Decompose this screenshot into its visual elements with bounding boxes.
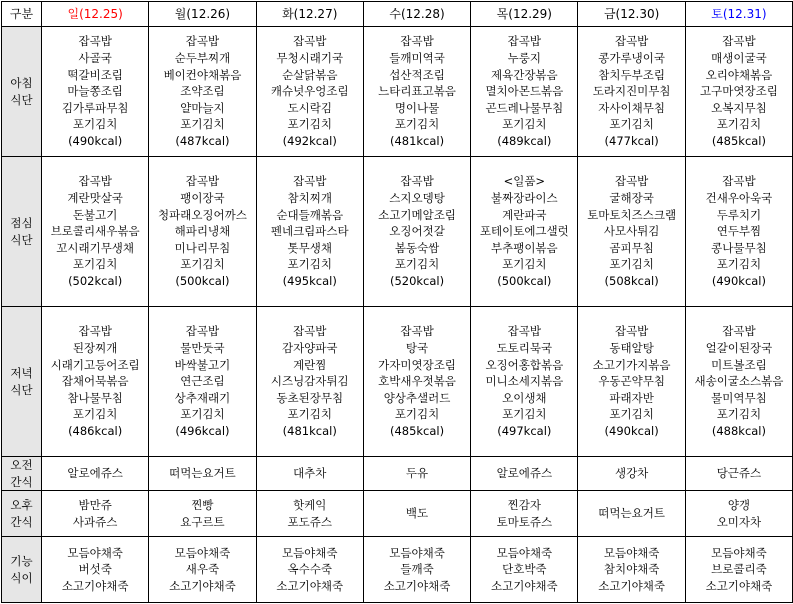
menu-item: 콩가루냉이국	[598, 51, 665, 66]
menu-item: 포기김치	[180, 407, 225, 422]
menu-item: 소고기야채죽	[383, 578, 451, 593]
menu-item: 대추차	[293, 466, 327, 481]
menu-item: 포기김치	[609, 407, 654, 422]
menu-item: 참치두부조림	[598, 67, 665, 82]
menu-cell	[471, 27, 578, 157]
menu-item: 계란찜	[293, 357, 327, 372]
menu-item: 동태알탕	[609, 341, 654, 356]
menu-cell	[578, 307, 685, 457]
menu-item: (477kcal)	[604, 133, 659, 148]
menu-item: 포기김치	[716, 257, 762, 272]
row-label	[2, 27, 42, 157]
menu-item: 오징어젓갈	[389, 224, 445, 239]
menu-item: (488kcal)	[711, 423, 766, 438]
menu-item: 미트볼조림	[711, 357, 767, 372]
menu-item: 포기김치	[72, 117, 118, 132]
meal-rows	[2, 27, 793, 603]
menu-item: (485kcal)	[389, 423, 445, 438]
menu-item: 감자양파국	[281, 341, 338, 356]
menu-item: 포기김치	[609, 117, 654, 132]
menu-item: 참나물무침	[67, 390, 123, 405]
menu-cell	[256, 27, 363, 157]
menu-item: 잡곡밥	[293, 324, 327, 339]
menu-item: 떠먹는요거트	[598, 506, 665, 521]
menu-cell	[42, 27, 149, 157]
meal-row-functional	[2, 537, 793, 603]
menu-item: 봄동숙쌈	[394, 240, 440, 255]
menu-cell	[149, 491, 256, 537]
row-label	[2, 491, 42, 537]
menu-item: 백도	[405, 506, 429, 521]
menu-item: (481kcal)	[389, 133, 445, 148]
menu-item: (487kcal)	[175, 133, 230, 148]
menu-item: 포기김치	[287, 407, 332, 422]
menu-item: 미니소세지볶음	[485, 374, 564, 389]
menu-item: 잡곡밥	[722, 324, 756, 339]
menu-item: 탕국	[405, 341, 429, 356]
meal-row-dinner	[2, 307, 793, 457]
menu-item: 잡곡밥	[78, 324, 112, 339]
menu-item: (490kcal)	[604, 423, 659, 438]
menu-item: 포기김치	[180, 257, 225, 272]
row-label-text: 아침	[10, 75, 33, 90]
menu-item: (490kcal)	[711, 273, 766, 288]
menu-item: 요구르트	[180, 514, 225, 529]
menu-item: (500kcal)	[175, 273, 230, 288]
row-label	[2, 157, 42, 307]
menu-item: (502kcal)	[68, 273, 123, 288]
header-row	[2, 2, 793, 27]
row-label-text: 식단	[10, 382, 33, 397]
menu-item: 건새우아욱국	[705, 191, 773, 206]
menu-item: 도토리묵국	[496, 341, 553, 356]
menu-cell	[42, 457, 149, 491]
menu-item: 잡곡밥	[185, 174, 220, 189]
menu-cell	[578, 491, 685, 537]
menu-item: 소고기메알조림	[378, 207, 456, 222]
row-label-text: 간식	[10, 474, 33, 489]
menu-item: 들깨죽	[400, 562, 434, 577]
menu-item: 오징어홍합볶음	[485, 357, 564, 372]
menu-item: 순살닭볶음	[281, 67, 338, 82]
menu-item: 부추팽이볶음	[491, 240, 558, 255]
menu-cell	[149, 537, 256, 603]
menu-item: 포기김치	[394, 117, 440, 132]
row-label-text: 오전	[10, 458, 33, 472]
menu-item: 누룽지	[507, 51, 541, 66]
menu-item: 포테이토에그샐럿	[479, 224, 569, 239]
menu-item: 포기김치	[502, 407, 547, 422]
menu-cell	[685, 157, 792, 307]
menu-item: 돈불고기	[72, 207, 118, 222]
menu-item: 느타리표고볶음	[378, 84, 456, 99]
menu-cell	[685, 27, 792, 157]
menu-cell	[363, 157, 470, 307]
menu-item: 포기김치	[502, 117, 547, 132]
day-header: 화(12.27)	[256, 2, 363, 27]
menu-cell	[471, 491, 578, 537]
menu-cell	[471, 307, 578, 457]
menu-item: 두유	[405, 466, 429, 481]
menu-item: 순대들깨볶음	[276, 207, 344, 222]
menu-item: 새송이굴소스볶음	[694, 374, 784, 389]
menu-cell	[471, 157, 578, 307]
menu-item: (490kcal)	[68, 133, 123, 148]
menu-cell	[471, 457, 578, 491]
menu-item: 모듬야채죽	[711, 545, 767, 560]
menu-item: 잡곡밥	[614, 34, 649, 49]
menu-cell	[149, 457, 256, 491]
menu-item: 잡곡밥	[400, 174, 434, 189]
menu-item: 사과쥬스	[72, 514, 118, 529]
day-header: 일(12.25)	[42, 2, 149, 27]
menu-cell	[256, 537, 363, 603]
menu-item: 우동곤약무침	[598, 374, 665, 389]
menu-item: 브로콜리새우볶음	[50, 224, 140, 239]
menu-item: 포기김치	[287, 117, 332, 132]
menu-item: 잡곡밥	[507, 324, 541, 339]
menu-item: (492kcal)	[282, 133, 337, 148]
menu-item: 멸치아몬드볶음	[485, 84, 564, 99]
weekly-meal-table	[1, 1, 793, 603]
menu-item: 캐슈넛우엉조림	[270, 84, 349, 99]
menu-cell	[256, 457, 363, 491]
menu-item: 포기김치	[180, 117, 225, 132]
menu-item: 얄마늘지	[180, 100, 225, 115]
menu-item: (486kcal)	[68, 423, 123, 438]
menu-cell	[363, 27, 470, 157]
row-label-text: 점심	[10, 215, 33, 230]
menu-item: 연두부찜	[716, 224, 762, 239]
menu-item: 동초된장무침	[276, 390, 344, 405]
menu-item: 얼갈이된장국	[705, 341, 773, 356]
menu-item: 떡갈비조림	[67, 67, 123, 82]
row-label-text: 간식	[10, 514, 33, 529]
menu-cell	[578, 457, 685, 491]
menu-item: 참치야채죽	[603, 562, 660, 577]
menu-item: 마늘쫑조림	[67, 84, 123, 99]
day-header: 월(12.26)	[149, 2, 256, 27]
menu-item: 펜네크림파스타	[270, 224, 349, 239]
menu-item: 섭산적조림	[389, 67, 445, 82]
menu-cell	[42, 537, 149, 603]
menu-item: (497kcal)	[497, 423, 552, 438]
menu-cell	[256, 491, 363, 537]
menu-cell	[578, 27, 685, 157]
menu-item: 된장찌개	[72, 341, 118, 356]
menu-item: 모듬야채죽	[67, 545, 123, 560]
menu-item: 물만둣국	[180, 341, 225, 356]
menu-cell	[363, 457, 470, 491]
menu-item: 계란파국	[502, 207, 547, 222]
row-label	[2, 307, 42, 457]
menu-item: 토마토쥬스	[496, 514, 553, 529]
menu-item: 두루치기	[716, 207, 762, 222]
menu-item: 연근조림	[180, 374, 225, 389]
menu-item: 포기김치	[394, 407, 440, 422]
menu-item: 생강차	[614, 466, 649, 481]
menu-item: 곰피무침	[609, 240, 654, 255]
menu-item: 오미자차	[716, 514, 762, 529]
menu-item: 사골국	[78, 51, 112, 66]
menu-item: 김가루파무침	[61, 100, 129, 115]
meal-row-pm_snack	[2, 491, 793, 537]
menu-item: 잡곡밥	[722, 34, 756, 49]
row-label-text: 기능	[10, 554, 33, 569]
menu-item: 양상추샐러드	[383, 390, 451, 405]
menu-cell	[256, 157, 363, 307]
menu-item: 잡곡밥	[293, 174, 327, 189]
meal-row-lunch	[2, 157, 793, 307]
menu-item: 오이생채	[502, 390, 547, 405]
menu-item: 베이컨야채볶음	[163, 67, 242, 82]
menu-cell	[685, 457, 792, 491]
menu-cell	[256, 307, 363, 457]
menu-item: 포기김치	[716, 117, 762, 132]
menu-item: 양갱	[727, 498, 751, 513]
menu-cell	[42, 157, 149, 307]
day-header: 토(12.31)	[685, 2, 792, 27]
menu-item: 모듬야채죽	[389, 545, 445, 560]
meal-row-breakfast	[2, 27, 793, 157]
menu-item: 사모사튀김	[603, 224, 660, 239]
menu-cell	[149, 27, 256, 157]
menu-item: 소고기야채죽	[598, 578, 665, 593]
menu-item: 바싹불고기	[174, 357, 231, 372]
menu-item: 미나리무침	[174, 240, 231, 255]
menu-item: 잡곡밥	[78, 34, 112, 49]
menu-item: 꼬시래기무생채	[56, 240, 135, 255]
menu-item: 새우죽	[185, 562, 220, 577]
menu-item: <일품>	[503, 174, 546, 189]
menu-item: 고구마엿장조림	[700, 84, 778, 99]
menu-item: 시래기고등어조림	[50, 357, 140, 372]
menu-item: 잡곡밥	[507, 34, 541, 49]
menu-item: 포도쥬스	[287, 514, 332, 529]
menu-item: 모듬야채죽	[496, 545, 553, 560]
menu-item: 잡곡밥	[722, 174, 756, 189]
menu-item: 브로콜리죽	[711, 562, 767, 577]
menu-item: 시즈닝감자튀김	[270, 374, 349, 389]
menu-cell	[42, 491, 149, 537]
menu-item: 떠먹는요거트	[169, 466, 236, 481]
menu-item: 알로에쥬스	[67, 466, 123, 481]
row-label-text: 식단	[10, 232, 33, 247]
menu-item: 핫케익	[293, 498, 327, 513]
day-header: 목(12.29)	[471, 2, 578, 27]
menu-item: 포기김치	[287, 257, 332, 272]
menu-item: 소고기야채죽	[705, 578, 773, 593]
menu-item: 참치찌개	[287, 191, 332, 206]
meal-row-am_snack	[2, 457, 793, 491]
menu-item: (489kcal)	[497, 133, 552, 148]
menu-item: 상추재래기	[174, 390, 231, 405]
menu-item: 단호박죽	[502, 562, 547, 577]
menu-item: 계란맛살국	[67, 191, 123, 206]
menu-item: 잡곡밥	[78, 174, 112, 189]
menu-item: 포기김치	[394, 257, 440, 272]
menu-item: 포기김치	[72, 257, 118, 272]
menu-item: 알로에쥬스	[496, 466, 553, 481]
row-label	[2, 457, 42, 491]
menu-item: 포기김치	[716, 407, 762, 422]
menu-cell	[685, 491, 792, 537]
menu-item: (508kcal)	[604, 273, 659, 288]
menu-item: 들깨미역국	[389, 51, 445, 66]
menu-cell	[685, 307, 792, 457]
row-label-text: 오후	[10, 498, 33, 513]
menu-item: 잡곡밥	[614, 324, 649, 339]
menu-cell	[363, 491, 470, 537]
day-header: 금(12.30)	[578, 2, 685, 27]
menu-item: 순두부찌개	[174, 51, 231, 66]
menu-item: 소고기야채죽	[491, 578, 558, 593]
menu-item: 팽이장국	[180, 191, 225, 206]
menu-item: 톳무생채	[287, 240, 332, 255]
menu-item: 스지오뎅탕	[389, 191, 445, 206]
menu-item: (520kcal)	[389, 273, 445, 288]
menu-cell	[149, 157, 256, 307]
menu-item: 잡채어묵볶음	[61, 374, 129, 389]
menu-item: (481kcal)	[282, 423, 337, 438]
menu-cell	[363, 537, 470, 603]
menu-item: 소고기야채죽	[169, 578, 236, 593]
menu-item: 버섯죽	[78, 562, 112, 577]
menu-cell	[578, 157, 685, 307]
menu-item: 잡곡밥	[614, 174, 649, 189]
menu-item: 모듬야채죽	[603, 545, 660, 560]
menu-item: 잡곡밥	[293, 34, 327, 49]
row-label-text: 식이	[10, 570, 33, 585]
menu-cell	[42, 307, 149, 457]
menu-item: 소고기야채죽	[61, 578, 129, 593]
menu-item: 잡곡밥	[400, 34, 434, 49]
day-header: 수(12.28)	[363, 2, 470, 27]
menu-item: 잡곡밥	[185, 34, 220, 49]
menu-item: 해파리냉채	[174, 224, 231, 239]
menu-item: 매생이굴국	[711, 51, 767, 66]
menu-item: 토마토치즈스크램	[587, 207, 677, 222]
row-label	[2, 537, 42, 603]
menu-item: 잡곡밥	[400, 324, 434, 339]
menu-cell	[685, 537, 792, 603]
menu-cell	[149, 307, 256, 457]
menu-item: 무청시래기국	[276, 51, 344, 66]
menu-item: 콩나물무침	[711, 240, 767, 255]
menu-item: (496kcal)	[175, 423, 230, 438]
menu-item: 불짜장라이스	[491, 191, 558, 206]
menu-item: 파래자반	[609, 390, 654, 405]
menu-item: 옥수수죽	[287, 562, 332, 577]
row-label-text: 식단	[10, 92, 33, 107]
menu-item: 포기김치	[72, 407, 118, 422]
menu-item: 찐감자	[507, 498, 541, 513]
menu-item: 호박새우젓볶음	[378, 374, 456, 389]
menu-item: (500kcal)	[497, 273, 552, 288]
menu-item: (495kcal)	[282, 273, 337, 288]
menu-item: (485kcal)	[711, 133, 766, 148]
menu-item: 잡곡밥	[185, 324, 220, 339]
menu-item: 도시락김	[287, 100, 332, 115]
menu-item: 청파래오징어까스	[158, 207, 247, 222]
menu-item: 도라지진미무침	[592, 84, 671, 99]
menu-item: 굴해장국	[609, 191, 654, 206]
menu-item: 물미역무침	[711, 390, 767, 405]
row-label-text: 저녁	[10, 365, 33, 380]
menu-item: 곤드레나물무침	[485, 100, 564, 115]
menu-item: 오리야채볶음	[705, 67, 773, 82]
menu-item: 오복지무침	[711, 100, 767, 115]
menu-item: 자사이채무침	[598, 100, 665, 115]
menu-item: 모듬야채죽	[174, 545, 231, 560]
menu-item: 모듬야채죽	[281, 545, 338, 560]
menu-item: 찐빵	[191, 498, 214, 513]
menu-cell	[471, 537, 578, 603]
menu-item: 포기김치	[609, 257, 654, 272]
menu-cell	[363, 307, 470, 457]
menu-cell	[578, 537, 685, 603]
menu-item: 조약조림	[180, 84, 225, 99]
menu-item: 소고기가지볶음	[592, 357, 671, 372]
menu-item: 명이나물	[394, 100, 440, 115]
menu-item: 가자미엿장조림	[378, 357, 456, 372]
menu-item: 밤만쥬	[78, 498, 112, 513]
menu-item: 포기김치	[502, 257, 547, 272]
menu-item: 제육간장볶음	[491, 67, 558, 82]
category-header: 구분	[2, 2, 42, 27]
menu-item: 소고기야채죽	[276, 578, 344, 593]
menu-item: 당근쥬스	[716, 466, 762, 481]
